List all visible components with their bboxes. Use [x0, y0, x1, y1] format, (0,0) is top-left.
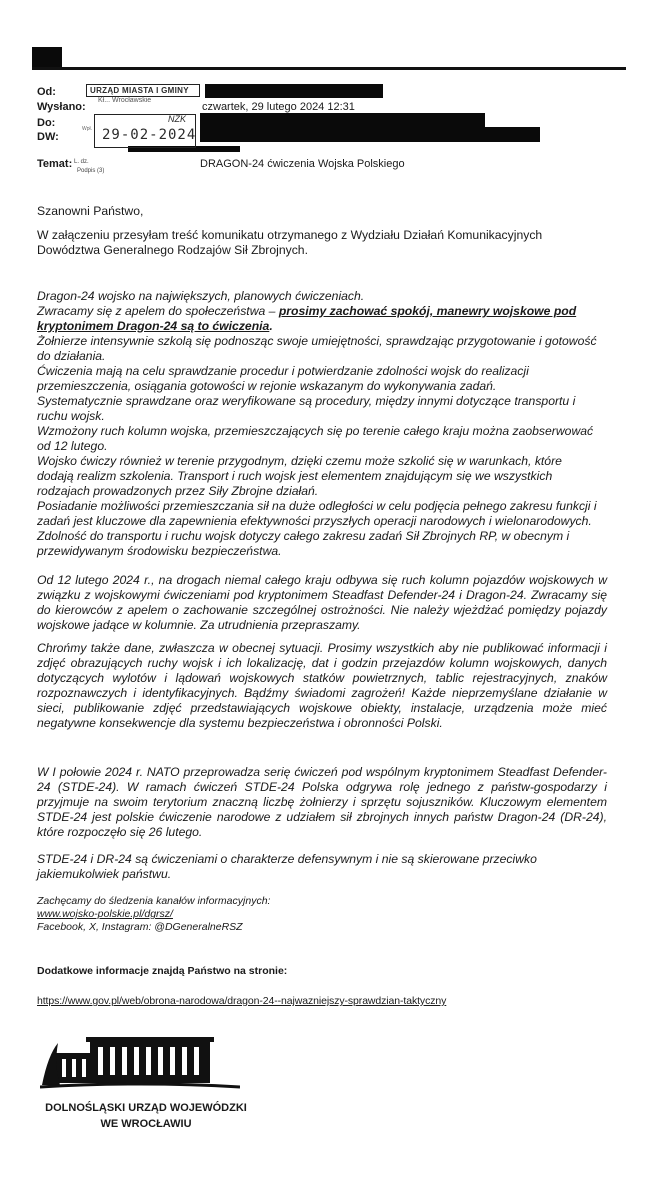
org-line2: WE WROCŁAWIU — [100, 1118, 192, 1130]
subject-label: Temat: — [37, 158, 73, 170]
p1-f: Wzmożony ruch kolumn wojska, przemieszczających się po terenie całego kraju można zaobserwować od 12 lutego. — [37, 424, 594, 453]
p1-b: Zwracamy się z apelem do społeczeństwa – prosimy zachować spokój, manewry wojskowe pod kryptonimem Dragon-24 są to ćwiczenia. — [37, 304, 577, 333]
follow-intro: Zachęcamy do śledzenia kanałów informacyjnych: — [37, 895, 271, 907]
sent-date: czwartek, 29 lutego 2024 12:31 — [202, 101, 355, 113]
stamp-date: 29-02-2024 — [102, 127, 197, 143]
from-label: Od: — [37, 86, 56, 98]
to-label: Do: — [37, 117, 56, 129]
paragraph-nato: W I połowie 2024 r. NATO przeprowadza serię ćwiczeń pod wspólnym kryptonimem Steadfast Defender-24 (STDE-24). W ramach ćwiczeń STDE-24 Polska odgrywa rolę jednego z państw-gospodarzy i przyjmuje na swoim terytorium znaczną liczbę żołnierzy i sprzętu sojuszników. Kluczowym elementem STDE-24 jest polskie ćwiczenie narodowe z udziałem sił zbrojnych innych państw Dragon-24 (DR-24), które rozpoczęło się 26 lutego. — [37, 765, 607, 839]
stamp-podpis: Podpis (3) — [77, 168, 105, 174]
paragraph-defensive: STDE-24 i DR-24 są ćwiczeniami o charakterze defensywnym i nie są skierowane przeciwko jakiemukolwiek państwu. — [37, 852, 537, 881]
p1-d: Ćwiczenia mają na celu sprawdzanie procedur i potwierdzanie zdolności wojsk do realizacji przemieszczenia, osiągania gotowości w rejonie wskazanym do wykonywania zadań. — [37, 364, 529, 393]
registration-stamp — [72, 84, 200, 174]
greeting: Szanowni Państwo, — [37, 204, 144, 218]
building-logo-icon — [40, 1035, 240, 1090]
redaction-top — [32, 47, 62, 69]
follow-social: Facebook, X, Instagram: @DGeneralneRSZ — [37, 921, 243, 933]
org-line1: DOLNOŚLĄSKI URZĄD WOJEWÓDZKI — [45, 1102, 247, 1114]
p1-c: Żołnierze intensywnie szkolą się podnosząc swoje umiejętności, sprawdzając przygotowanie i gotowość do działania. — [37, 334, 597, 363]
sent-label: Wysłano: — [37, 101, 86, 113]
paragraph-columns: Od 12 lutego 2024 r., na drogach niemal całego kraju odbywa się ruch kolumn pojazdów wojskowych w związku z wojskowymi ćwiczeniami pod kryptonimem Steadfast Defender-24 i Dragon-24. Zwracamy się do kierowców z apelem o zachowanie szczególnej ostrożności. Nie należy wjeżdżać pomiędzy pojazdy wojskowe jadące w kolumnie. Za utrudnienia przepraszamy. — [37, 573, 607, 632]
p1-g: Wojsko ćwiczy również w terenie przygodnym, dzięki czemu może szkolić się w warunkach, które dodają realizm szkolenia. Transport i ruch wojsk jest elementem znajdującym się we wszystkich rodzajach prowadzonych przez Siły Zbrojne działań. — [37, 454, 562, 498]
intro-paragraph: W załączeniu przesyłam treść komunikatu otrzymanego z Wydziału Działań Komunikacyjnych Dowództwa Generalnego Rodzajów Sił Zbrojnych. — [37, 228, 543, 257]
more-info-link[interactable]: https://www.gov.pl/web/obrona-narodowa/dragon-24--najwazniejszy-sprawdzian-taktyczny — [37, 995, 447, 1007]
paragraph-data-protection: Chrońmy także dane, zwłaszcza w obecnej sytuacji. Prosimy wszystkich aby nie publikować informacji i zdjęć obrazujących ruchy wojsk i ich lokalizację, dat i godzin przejazdów kolumn wojskowych, danych dotyczących wylotów i lądowań wojskowych statków powietrznych, tablic rejestracyjnych, znaków rozpoznawczych i identyfikacyjnych. Bądźmy świadomi zagrożeń! Każde nieprzemyślane działanie w sieci, publikowanie zdjęć przedstawiających wojskowe obiekty, instalacje, urządzenia może mieć negatywne konsekwencje dla systemu bezpieczeństwa i obronności Polski. — [37, 641, 607, 730]
p1-b-bold: prosimy zachować spokój, manewry wojskowe pod kryptonimem Dragon-24 są to ćwiczenia — [37, 304, 577, 333]
organization-name — [36, 1100, 256, 1132]
follow-block — [37, 895, 607, 934]
stamp-initials: NZK — [168, 114, 186, 124]
stamp-small-text: Wpł. — [82, 126, 92, 132]
communique-block — [37, 289, 597, 559]
p1-a: Dragon-24 wojsko na największych, planowych ćwiczeniach. — [37, 289, 365, 303]
cc-label: DW: — [37, 131, 59, 143]
stamp-ld: L. dz. — [74, 159, 89, 165]
p1-h: Posiadanie możliwości przemieszczania sił na duże odległości w celu podjęcia pełnego zakresu funkcji i zadań jest kluczowe dla zapewnienia efektywności przyszłych operacji narodowych i wielonarodowych. Zdolność do transportu i ruchu wojsk dotyczy całego zakresu zadań Sił Zbrojnych RP, w obecnym i przewidywanym środowisku bezpieczeństwa. — [37, 499, 597, 558]
header-rule — [32, 67, 626, 70]
stamp-org: URZĄD MIASTA I GMINY — [90, 86, 189, 95]
follow-link[interactable]: www.wojsko-polskie.pl/dgrsz/ — [37, 908, 173, 920]
more-info-label: Dodatkowe informacje znajdą Państwo na stronie: — [37, 965, 288, 977]
redaction-cc — [200, 127, 540, 142]
p1-b-plain: Zwracamy się z apelem do społeczeństwa – — [37, 304, 279, 318]
redaction-from — [205, 84, 383, 98]
stamp-city: Kł... Wrocławskie — [98, 97, 152, 104]
p1-e: Systematycznie sprawdzane oraz weryfikowane są procedury, między innymi dotyczące transportu i ruchu wojsk. — [37, 394, 576, 423]
subject-text: DRAGON-24 ćwiczenia Wojska Polskiego — [200, 158, 405, 170]
redaction-to — [200, 113, 485, 128]
